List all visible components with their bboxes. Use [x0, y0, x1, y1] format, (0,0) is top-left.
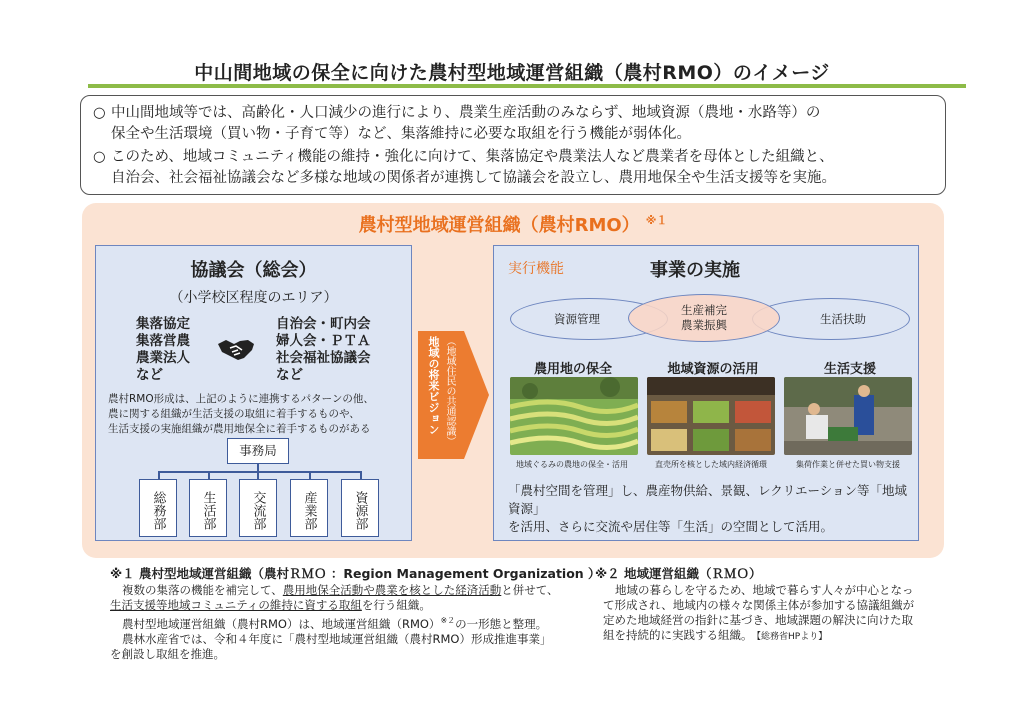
summary-paragraph-2: [93, 147, 933, 189]
vision-sub: （地域住民の共通認識）: [444, 336, 455, 446]
fn-line: 定めた地域経営の指針に基づき、地域課題の解決に向けた取: [603, 613, 914, 627]
fn-text: の一形態と整理。: [455, 616, 548, 631]
fn-line: [110, 613, 580, 632]
column-title-resources: 地域資源の活用: [667, 362, 759, 377]
council-note: [108, 392, 408, 437]
caption-living: 集荷作業と併せた買い物支援: [796, 460, 900, 469]
org-connector: [257, 471, 259, 479]
fn-line: て形成され、地域内の様々な関係主体が参加する協議組織が: [603, 598, 915, 612]
summary-p2-line1: このため、地域コミュニティ機能の維持・強化に向けて、集落協定や農業法人など農業者を母体とした組織と、: [111, 149, 834, 165]
fn-text: と併せて、: [501, 583, 559, 597]
summary-paragraph-1: [93, 103, 933, 145]
member-item: など: [136, 367, 163, 383]
fn-underline-text: 農用地保全活動や農業を核とした経済活動: [282, 583, 502, 597]
member-item: 集落協定: [136, 316, 190, 332]
direct-sales-photo: [647, 377, 775, 455]
fn-underline-text: 生活支援等地域コミュニティの維持に資する取組: [110, 598, 362, 612]
member-item: 婦人会・ＰＴＡ: [276, 333, 371, 349]
summary-box: [80, 95, 946, 195]
footnote1-body: [110, 583, 580, 662]
ellipse-line: 農業振興: [681, 318, 727, 332]
panel-title-note: ※１: [645, 214, 668, 227]
fn-line: 地域の暮らしを守るため、地域で暮らす人々が中心となっ: [615, 583, 914, 597]
fn-line: [110, 583, 580, 598]
member-item: 社会福祉協議会: [276, 350, 371, 366]
note-line: 農に関する組織が生活支援の取組に着手するものや、: [108, 408, 360, 420]
member-item: 自治会・町内会: [276, 316, 371, 332]
ellipse-label: 生活扶助: [820, 312, 866, 326]
caption-resources: 直売所を核とした域内経済循環: [655, 460, 767, 469]
note-line: 農村RMO形成は、上記のように連携するパターンの他、: [108, 393, 374, 405]
bullet-icon: ○: [93, 105, 106, 121]
fn-sup: ※２: [440, 616, 456, 625]
column-title-living: 生活支援: [823, 362, 876, 377]
dept-resources: 資源部: [341, 479, 379, 537]
fn-text: を行う組織。: [361, 598, 431, 612]
bullet-icon: ○: [93, 149, 106, 165]
member-item: 集落営農: [136, 333, 190, 349]
council-title: 協議会（総会）: [190, 260, 317, 281]
council-area: （小学校区程度のエリア）: [169, 290, 338, 306]
note-line: 生活支援の実施組織が農用地保全に着手するものがある: [108, 423, 371, 435]
fn-text: 複数の集落の機能を補完して、: [122, 583, 283, 597]
fn-line: 農林水産省では、令和４年度に「農村型地域運営組織（農村RMO）形成推進事業」: [122, 631, 552, 646]
note-line: を活用、さらに交流や居住等「生活」の空間として活用。: [508, 519, 834, 534]
panel-title: [82, 211, 944, 237]
secretariat-box: 事務局: [227, 438, 289, 464]
execution-title: 事業の実施: [650, 260, 740, 281]
column-title-farmland: 農用地の保全: [533, 362, 612, 377]
right-members: [276, 316, 371, 384]
dept-exchange: 交流部: [239, 479, 277, 537]
fn-text: 組を持続的に実践する組織。: [603, 628, 753, 642]
org-connector: [158, 471, 361, 473]
caption-farmland: 地域ぐるみの農地の保全・活用: [516, 460, 628, 469]
org-connector: [309, 471, 311, 479]
ellipse-agri-promotion: [628, 294, 780, 342]
fn-text: 農村型地域運営組織（農村RMO）は、地域運営組織（RMO）: [122, 616, 441, 631]
shopping-support-photo: [784, 377, 912, 455]
dept-general-affairs: 総務部: [139, 479, 177, 537]
dept-industry: 産業部: [290, 479, 328, 537]
ellipse-line: 生産補完: [681, 303, 727, 317]
fn-line: [603, 628, 933, 645]
fn-source: 【総務省HPより】: [756, 632, 828, 642]
fn-line: を創設し取組を推進。: [110, 646, 225, 661]
summary-p2-line2: 自治会、社会福祉協議会など多様な地域の関係者が連携して協議会を設立し、農用地保全や生活支援等を実施。: [111, 170, 836, 186]
org-connector: [257, 464, 259, 471]
member-item: 農業法人: [136, 350, 190, 366]
footnote2-body: [603, 583, 933, 645]
summary-p1-line2: 保全や生活環境（買い物・子育て等）など、集落維持に必要な取組を行う機能が弱体化。: [111, 126, 691, 142]
left-members: [136, 316, 190, 384]
member-item: など: [276, 367, 303, 383]
handshake-icon: [216, 336, 256, 366]
fn-line: [110, 598, 580, 613]
title-underline: [88, 84, 966, 88]
terraced-fields-photo: [510, 377, 638, 455]
execution-label: 実行機能: [508, 261, 564, 277]
panel-title-text: 農村型地域運営組織（農村RMO）: [358, 215, 640, 236]
org-connector: [158, 471, 160, 479]
summary-p1-line1: 中山間地域等では、高齢化・人口減少の進行により、農業生産活動のみならず、地域資源（農地・水路等）の: [111, 105, 821, 121]
org-connector: [208, 471, 210, 479]
dept-living: 生活部: [189, 479, 227, 537]
page-title: 中山間地域の保全に向けた農村型地域運営組織（農村RMO）のイメージ: [194, 62, 830, 84]
ellipse-label: [681, 303, 727, 333]
vision-main: 地域の将来ビジョン: [427, 336, 440, 435]
execution-note: [508, 482, 913, 536]
footnote1-heading: ※１ 農村型地域運営組織（農村ＲＭＯ ：Region Management Organization ）: [110, 566, 601, 581]
note-line: 「農村空間を管理」し、農産物供給、景観、レクリエーション等「地域資源」: [508, 483, 908, 516]
org-connector: [360, 471, 362, 479]
ellipse-label: 資源管理: [554, 312, 600, 326]
footnote2-heading: ※２ 地域運営組織（ＲＭＯ）: [595, 566, 762, 581]
